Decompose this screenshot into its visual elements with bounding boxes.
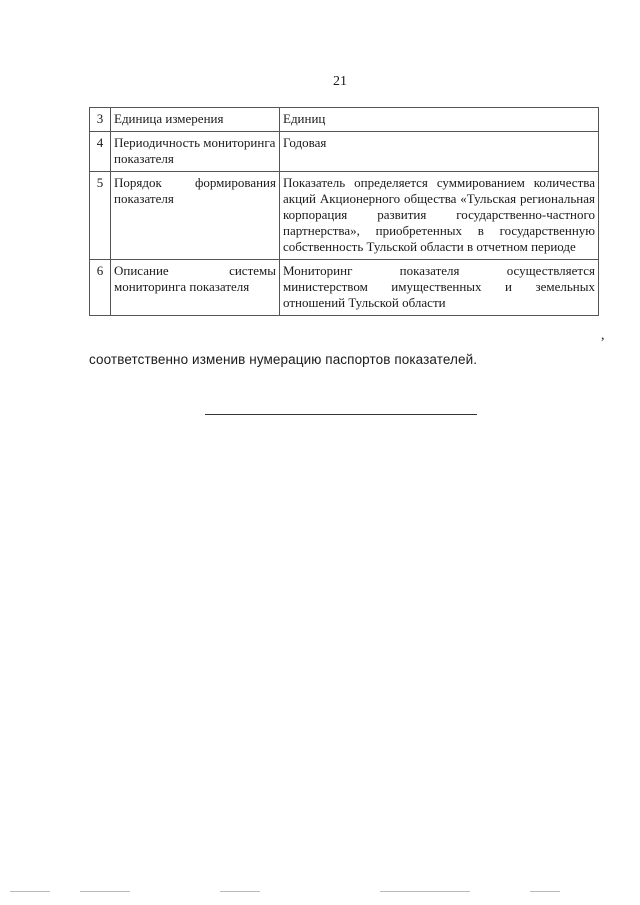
scan-artifact bbox=[530, 891, 560, 892]
row-label: Периодичность мониторинга показателя bbox=[111, 132, 280, 172]
row-number: 5 bbox=[90, 172, 111, 260]
row-value: Показатель определяется суммированием количества акций Акционерного общества «Тульская региональная корпорация развития государственно-частного партнерства», приобретенных в государственную собственность Тульской области в отчетном периоде bbox=[280, 172, 599, 260]
row-label: Единица измерения bbox=[111, 108, 280, 132]
indicator-passport-table bbox=[89, 107, 599, 316]
row-number: 6 bbox=[90, 260, 111, 316]
trailing-comma: , bbox=[601, 328, 605, 343]
row-number: 3 bbox=[90, 108, 111, 132]
scan-artifact bbox=[10, 891, 50, 892]
table-row bbox=[90, 108, 599, 132]
row-value: Годовая bbox=[280, 132, 599, 172]
scan-artifact bbox=[380, 891, 470, 892]
row-number: 4 bbox=[90, 132, 111, 172]
row-label: Описание системы мониторинга показателя bbox=[111, 260, 280, 316]
page-number: 21 bbox=[333, 74, 347, 89]
separator-line bbox=[205, 414, 477, 415]
table-row bbox=[90, 172, 599, 260]
table-row bbox=[90, 132, 599, 172]
scan-artifact bbox=[80, 891, 130, 892]
row-value: Единиц bbox=[280, 108, 599, 132]
scan-artifact bbox=[220, 891, 260, 892]
row-value: Мониторинг показателя осуществляется министерством имущественных и земельных отношений Тульской области bbox=[280, 260, 599, 316]
table-row bbox=[90, 260, 599, 316]
row-label: Порядок формирования показателя bbox=[111, 172, 280, 260]
closing-paragraph: соответственно изменив нумерацию паспортов показателей. bbox=[89, 352, 478, 367]
